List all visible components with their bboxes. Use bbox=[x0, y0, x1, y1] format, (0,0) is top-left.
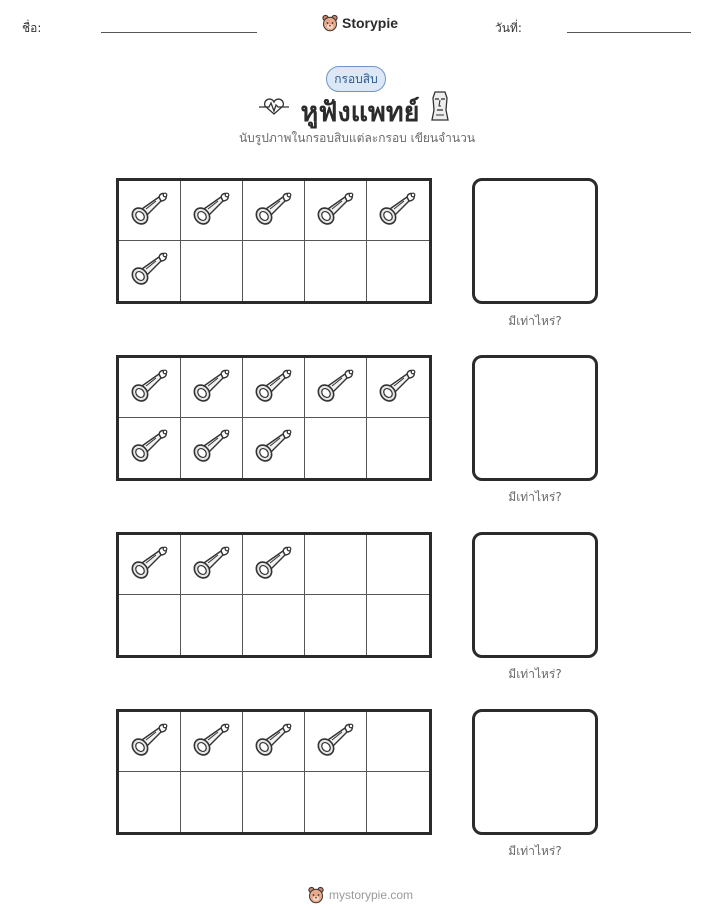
frame-cell bbox=[119, 772, 181, 832]
frame-cell bbox=[181, 712, 243, 772]
moai-icon bbox=[428, 90, 452, 122]
frame-cell bbox=[367, 181, 429, 241]
stethoscope-icon bbox=[253, 720, 295, 764]
stethoscope-icon bbox=[129, 366, 171, 410]
question-label-4: มีเท่าไหร่? bbox=[508, 844, 562, 858]
frame-cell bbox=[305, 358, 367, 418]
frame-cell bbox=[243, 712, 305, 772]
frame-cell bbox=[243, 595, 305, 655]
frame-cell bbox=[367, 595, 429, 655]
frame-cell bbox=[119, 712, 181, 772]
frame-cell bbox=[119, 181, 181, 241]
ten-frame-2 bbox=[116, 355, 432, 481]
stethoscope-icon bbox=[253, 366, 295, 410]
footer-url: mystorypie.com bbox=[329, 888, 414, 902]
question-label-3: มีเท่าไหร่? bbox=[508, 667, 562, 681]
page-title: หูฟังแพทย์ bbox=[300, 97, 420, 128]
frame-cell bbox=[367, 772, 429, 832]
frame-cell bbox=[243, 358, 305, 418]
answer-box-2[interactable] bbox=[472, 355, 598, 481]
frame-cell bbox=[181, 595, 243, 655]
instructions: นับรูปภาพในกรอบสิบแต่ละกรอบ เขียนจำนวน bbox=[238, 131, 476, 145]
frame-cell bbox=[243, 418, 305, 478]
stethoscope-icon bbox=[191, 426, 233, 470]
storypie-bear-icon bbox=[322, 14, 338, 32]
stethoscope-icon bbox=[129, 720, 171, 764]
frame-cell bbox=[367, 418, 429, 478]
frame-cell bbox=[181, 772, 243, 832]
frame-cell bbox=[305, 772, 367, 832]
frame-cell bbox=[305, 418, 367, 478]
stethoscope-icon bbox=[315, 366, 357, 410]
frame-cell bbox=[243, 241, 305, 301]
stethoscope-icon bbox=[253, 189, 295, 233]
stethoscope-icon bbox=[253, 426, 295, 470]
stethoscope-icon bbox=[191, 720, 233, 764]
footer bbox=[308, 884, 413, 906]
frame-cell bbox=[243, 181, 305, 241]
brand-name: Storypie bbox=[342, 15, 399, 31]
stethoscope-icon bbox=[129, 543, 171, 587]
frame-cell bbox=[181, 181, 243, 241]
stethoscope-icon bbox=[191, 366, 233, 410]
frame-cell bbox=[119, 595, 181, 655]
frame-cell bbox=[181, 535, 243, 595]
frame-cell bbox=[367, 712, 429, 772]
frame-cell bbox=[181, 358, 243, 418]
frame-cell bbox=[305, 535, 367, 595]
question-label-1: มีเท่าไหร่? bbox=[508, 314, 562, 328]
frame-cell bbox=[119, 535, 181, 595]
stethoscope-icon bbox=[253, 543, 295, 587]
stethoscope-icon bbox=[191, 189, 233, 233]
name-line[interactable] bbox=[101, 32, 257, 33]
stethoscope-icon bbox=[191, 543, 233, 587]
stethoscope-icon bbox=[315, 720, 357, 764]
frame-cell bbox=[305, 181, 367, 241]
stethoscope-icon bbox=[377, 189, 419, 233]
name-label: ชื่อ: bbox=[22, 21, 42, 35]
frame-cell bbox=[367, 535, 429, 595]
stethoscope-icon bbox=[129, 189, 171, 233]
answer-box-3[interactable] bbox=[472, 532, 598, 658]
frame-cell bbox=[243, 535, 305, 595]
answer-box-4[interactable] bbox=[472, 709, 598, 835]
frame-cell bbox=[305, 712, 367, 772]
frame-cell bbox=[305, 241, 367, 301]
ten-frame-3 bbox=[116, 532, 432, 658]
frame-cell bbox=[119, 418, 181, 478]
storypie-bear-icon bbox=[308, 886, 324, 904]
frame-cell bbox=[119, 358, 181, 418]
frame-cell bbox=[367, 241, 429, 301]
date-label: วันที่: bbox=[495, 21, 522, 35]
frame-cell bbox=[181, 241, 243, 301]
ten-frame-1 bbox=[116, 178, 432, 304]
stethoscope-icon bbox=[377, 366, 419, 410]
topic-badge: กรอบสิบ bbox=[326, 66, 386, 92]
frame-cell bbox=[243, 772, 305, 832]
date-line[interactable] bbox=[567, 32, 691, 33]
answer-box-1[interactable] bbox=[472, 178, 598, 304]
brand-logo bbox=[322, 12, 398, 34]
frame-cell bbox=[181, 418, 243, 478]
stethoscope-icon bbox=[315, 189, 357, 233]
stethoscope-icon bbox=[129, 249, 171, 293]
ten-frame-4 bbox=[116, 709, 432, 835]
frame-cell bbox=[305, 595, 367, 655]
question-label-2: มีเท่าไหร่? bbox=[508, 490, 562, 504]
frame-cell bbox=[367, 358, 429, 418]
frame-cell bbox=[119, 241, 181, 301]
stethoscope-icon bbox=[129, 426, 171, 470]
